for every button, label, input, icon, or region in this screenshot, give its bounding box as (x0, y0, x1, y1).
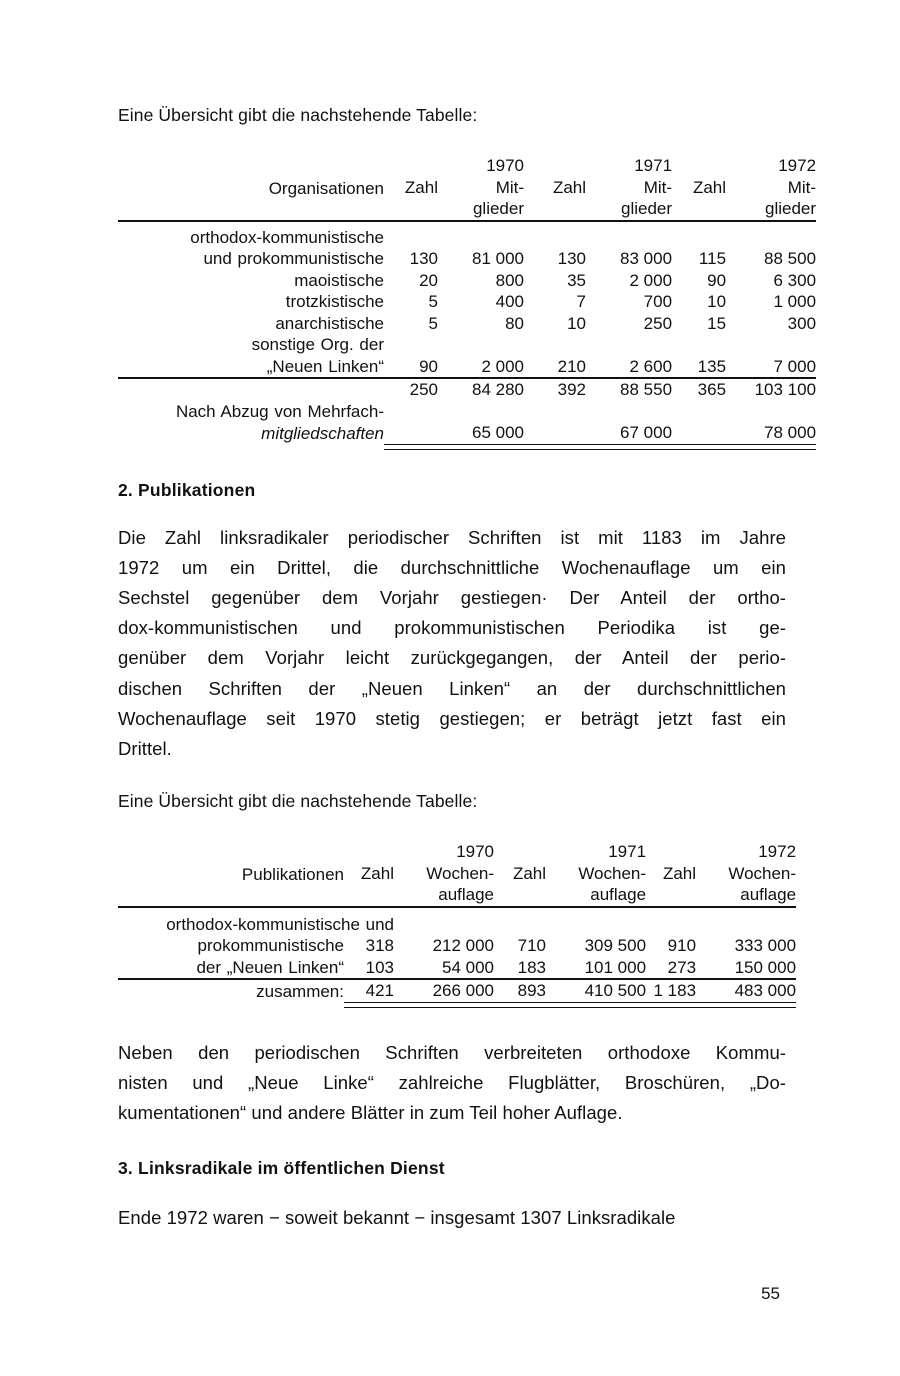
t2-total-c2: 893 (494, 979, 546, 1002)
t1-row2-c1: 400 (495, 292, 525, 311)
t1-row0-spacer-e (672, 221, 726, 249)
t1-row0-c2: 130 (557, 249, 587, 268)
t1-row2-c5: 1 000 (773, 292, 817, 311)
table-row (118, 291, 816, 313)
spacer (118, 501, 786, 523)
t2-row0-c3: 309 500 (584, 936, 647, 956)
closing-paragraph (118, 1038, 786, 1129)
t1-total-c2: 392 (524, 378, 586, 401)
paragraph-line: Sechstel gegenüber dem Vorjahr gestiegen· Der Anteil der ortho- (118, 586, 786, 608)
t2-sub-auflage-1970: auflage (438, 885, 495, 905)
page-number: 55 (761, 1284, 780, 1303)
t2-row0-spacer-d (546, 907, 646, 936)
t2-row0-c5: 333 000 (734, 936, 797, 956)
table-row (118, 356, 816, 379)
table1-bottom-double-rule (118, 444, 816, 449)
t1-row2-c2: 7 (576, 292, 587, 311)
table2-subheader-row-1 (118, 863, 796, 885)
t1-total-c5: 103 100 (726, 378, 816, 401)
t1-row4-c2: 210 (557, 356, 587, 376)
t1-sub-zahl-1972: Zahl (692, 177, 727, 197)
t2-total-label: zusammen: (118, 979, 344, 1002)
t1-row4-c3: 2 600 (629, 356, 673, 376)
section-3-heading: 3. Linksradikale im öffentlichen Dienst (118, 1158, 445, 1179)
paragraph-line: genüber dem Vorjahr leicht zurückgegangen, der Anteil der perio- (118, 647, 786, 669)
t1-year-corner (118, 155, 384, 177)
t2-total-c1: 266 000 (394, 979, 494, 1002)
section-2-heading: 2. Publikationen (118, 479, 256, 500)
spacer (118, 127, 786, 155)
t1-ded-c0 (384, 422, 438, 444)
t2-sub-zahl-1972: Zahl (662, 863, 697, 883)
paragraph-line: dox-kommunistischen und prokommunistischen Periodika ist ge- (118, 617, 786, 639)
t1-year-1970: 1970 (486, 156, 525, 175)
t2-sub-zahl-1971: Zahl (512, 863, 547, 883)
t2-row1-label: der „Neuen Linken“ (196, 957, 344, 977)
t1-double-rule (384, 444, 816, 449)
t1-row0-c5: 88 500 (764, 249, 817, 268)
t1-row4-c0: 90 (419, 356, 438, 376)
t1-row2-label: trotzkistische (285, 292, 384, 311)
t1-row2-c4: 10 (707, 292, 727, 311)
t2-row0-spacer-f (696, 907, 796, 936)
t1-sub-blank-3 (672, 198, 726, 221)
paragraph-line: Die Zahl linksradikaler periodischer Schriften ist mit 1183 im Jahre (118, 526, 786, 548)
t2-sub-zahl-1970: Zahl (360, 863, 394, 883)
t2-year-1971: 1971 (608, 842, 647, 862)
t1-sub-mit-1972: Mit- (787, 177, 817, 197)
t1-ded-spacer-d (586, 401, 672, 423)
table-row (118, 221, 816, 249)
t2-row1-c0: 103 (365, 957, 394, 977)
table1-total-row (118, 378, 816, 401)
t1-row0-spacer-f (726, 221, 816, 249)
t2-row0-label-line1: orthodox-kommunistische und (118, 907, 394, 936)
t2-row1-c2: 183 (517, 957, 547, 977)
t1-row4-spacer-f (726, 334, 816, 356)
paragraph-line: kumentationen“ und andere Blätter in zum Teil hoher Auflage. (118, 1102, 623, 1124)
t1-sub-mit-1970: Mit- (495, 177, 525, 197)
table2-total-row (118, 979, 796, 1002)
t1-row1-c4: 90 (707, 270, 727, 290)
t1-row4-spacer-a (384, 334, 438, 356)
table1-deduction-row (118, 422, 816, 444)
t1-row3-c0: 5 (428, 313, 438, 333)
t2-total-c0: 421 (344, 979, 394, 1002)
t1-row0-spacer-a (384, 221, 438, 249)
t1-ded-c3: 67 000 (620, 423, 673, 442)
t2-year-1972: 1972 (758, 842, 797, 862)
t1-ded-spacer-e (672, 401, 726, 423)
t1-ded-c5: 78 000 (764, 423, 817, 442)
t2-row0-c4: 910 (667, 936, 697, 956)
t1-ded-c2 (524, 422, 586, 444)
spacer (118, 1008, 786, 1038)
t2-sub-wochen-1971: Wochen- (578, 863, 647, 883)
t2-rule-spacer (118, 1002, 344, 1007)
t1-row0-spacer-b (438, 221, 524, 249)
publikationen-table (118, 841, 796, 1008)
t2-total-c3: 410 500 (546, 979, 646, 1002)
t2-row0-spacer-c (494, 907, 546, 936)
t1-ded-spacer-a (384, 401, 438, 423)
t1-sub-blank-1 (384, 198, 438, 221)
t1-row1-c5: 6 300 (773, 270, 817, 290)
table2-year-header-row (118, 841, 796, 863)
t1-row3-c3: 250 (643, 313, 673, 333)
t2-sub-wochen-1970: Wochen- (426, 863, 495, 883)
t1-row0-c0: 130 (409, 249, 438, 268)
t1-row4-spacer-c (524, 334, 586, 356)
t2-row1-c4: 273 (667, 957, 697, 977)
t2-row0-c0: 318 (365, 936, 394, 956)
t1-row0-label-line1: orthodox-kommunistische (118, 221, 384, 249)
t2-row1-c5: 150 000 (734, 957, 797, 977)
t1-row0-c3: 83 000 (620, 249, 673, 268)
spacer (118, 1128, 786, 1158)
t1-total-label (118, 378, 384, 401)
t1-row1-c0: 20 (419, 270, 438, 290)
t2-sub-blank-2 (494, 884, 546, 907)
spacer (118, 813, 786, 841)
paragraph-line: 1972 um ein Drittel, die durchschnittliche Wochenauflage um ein (118, 556, 786, 578)
t1-row2-c3: 700 (643, 292, 673, 311)
t1-row1-label: maoistische (294, 270, 384, 290)
t1-row3-label: anarchistische (275, 313, 384, 333)
t2-sub-auflage-1972: auflage (740, 885, 797, 905)
table2-bottom-double-rule (118, 1002, 796, 1007)
t2-total-c5: 483 000 (696, 979, 796, 1002)
t1-row0-c4: 115 (698, 249, 727, 268)
t1-row0-spacer-c (524, 221, 586, 249)
t1-corner-label: Organisationen (268, 178, 384, 198)
t1-row3-c5: 300 (787, 313, 817, 333)
t1-sub-glieder-1970: glieder (472, 199, 525, 218)
t1-row3-c2: 10 (567, 313, 587, 333)
t1-row4-spacer-d (586, 334, 672, 356)
organisationen-table (118, 155, 816, 450)
t1-deduction-label-line1: Nach Abzug von Mehrfach- (175, 401, 384, 421)
t1-ded-c1: 65 000 (472, 423, 525, 442)
table1-subheader-row-1 (118, 177, 816, 199)
t2-total-c4: 1 183 (646, 979, 696, 1002)
t1-year-1971: 1971 (634, 156, 673, 175)
t2-row1-c1: 54 000 (442, 957, 495, 977)
page-content (118, 104, 817, 1233)
intro-text-1: Eine Übersicht gibt die nachstehende Tabelle: (118, 105, 478, 125)
t2-sub-auflage-1971: auflage (590, 885, 647, 905)
t1-ded-spacer-c (524, 401, 586, 423)
table-row (118, 935, 796, 957)
t2-sub-wochen-1972: Wochen- (728, 863, 797, 883)
spacer (118, 450, 786, 480)
paragraph-line: nisten und „Neue Linke“ zahlreiche Flugblätter, Broschüren, „Do- (118, 1071, 786, 1093)
t2-row0-spacer-e (646, 907, 696, 936)
t1-rule-spacer (118, 444, 384, 449)
t1-ded-spacer-b (438, 401, 524, 423)
table1-deduction-row-line1 (118, 401, 816, 423)
t2-row0-c2: 710 (517, 936, 547, 956)
table-row (118, 907, 796, 936)
t1-sub-mit-1971: Mit- (643, 177, 673, 197)
table-row (118, 334, 816, 356)
t1-row3-c4: 15 (707, 313, 727, 333)
t1-total-c4: 365 (672, 378, 726, 401)
t1-ded-spacer-f (726, 401, 816, 423)
t1-row0-c1: 81 000 (472, 249, 525, 268)
t1-total-c1: 84 280 (438, 378, 524, 401)
t2-double-rule (344, 1002, 796, 1007)
paragraph-line: dischen Schriften der „Neuen Linken“ an der durchschnittlichen (118, 677, 786, 699)
section-2-paragraph (118, 523, 786, 765)
t1-row4-c5: 7 000 (773, 356, 817, 376)
t1-year-1972: 1972 (778, 156, 817, 175)
t2-row0-spacer-b (394, 907, 494, 936)
paragraph-line: Neben den periodischen Schriften verbreiteten orthodoxe Kommu- (118, 1041, 786, 1063)
table-row (118, 270, 816, 292)
t1-row2-c0: 5 (428, 292, 438, 311)
t1-row1-c2: 35 (567, 270, 587, 290)
t1-row4-c1: 2 000 (481, 356, 525, 376)
t2-row0-c1: 212 000 (432, 936, 495, 956)
intro-text-2: Eine Übersicht gibt die nachstehende Tabelle: (118, 791, 478, 812)
t2-row0-label: prokommunistische (197, 936, 344, 956)
t1-row3-c1: 80 (505, 313, 525, 333)
t1-sub-zahl-1971: Zahl (552, 177, 587, 197)
t1-row4-label: „Neuen Linken“ (266, 356, 384, 376)
t1-row4-spacer-b (438, 334, 524, 356)
t1-row4-c4: 135 (697, 356, 727, 376)
t1-sub-zahl-1970: Zahl (404, 177, 438, 197)
table-row (118, 248, 816, 270)
t2-sub-blank-3 (646, 884, 696, 907)
table-row (118, 957, 796, 980)
t1-ded-c4 (672, 422, 726, 444)
table-row (118, 313, 816, 335)
table1-year-header-row (118, 155, 816, 177)
t2-row1-c3: 101 000 (584, 957, 647, 977)
t1-total-c0: 250 (384, 378, 438, 401)
t1-sub-glieder-1972: glieder (765, 199, 817, 218)
t1-row0-label: und prokommunistische (203, 249, 384, 268)
t1-row0-spacer-d (586, 221, 672, 249)
t1-total-c3: 88 550 (586, 378, 672, 401)
paragraph-line: Ende 1972 waren − soweit bekannt − insgesamt 1307 Linksradikale (118, 1207, 676, 1229)
t2-sub-blank-1 (344, 884, 394, 907)
t1-deduction-label: mitgliedschaften (261, 423, 384, 443)
t1-sub-blank-2 (524, 198, 586, 221)
t2-year-corner (118, 841, 344, 863)
spacer (118, 1179, 786, 1203)
t1-sub-glieder-1971: glieder (620, 199, 673, 218)
spacer (118, 764, 786, 790)
paragraph-line: Wochenauflage seit 1970 stetig gestiegen; er beträgt jetzt fast ein (118, 707, 786, 729)
t2-corner-label: Publikationen (241, 864, 344, 884)
paragraph-line: Drittel. (118, 737, 172, 759)
t1-row1-c3: 2 000 (629, 270, 673, 290)
t1-row4-label-line1: sonstige Org. der (251, 335, 384, 354)
t2-year-1970: 1970 (456, 842, 495, 862)
t1-row4-spacer-e (672, 334, 726, 356)
section-3-paragraph (118, 1203, 786, 1233)
t1-row1-c1: 800 (495, 270, 525, 290)
